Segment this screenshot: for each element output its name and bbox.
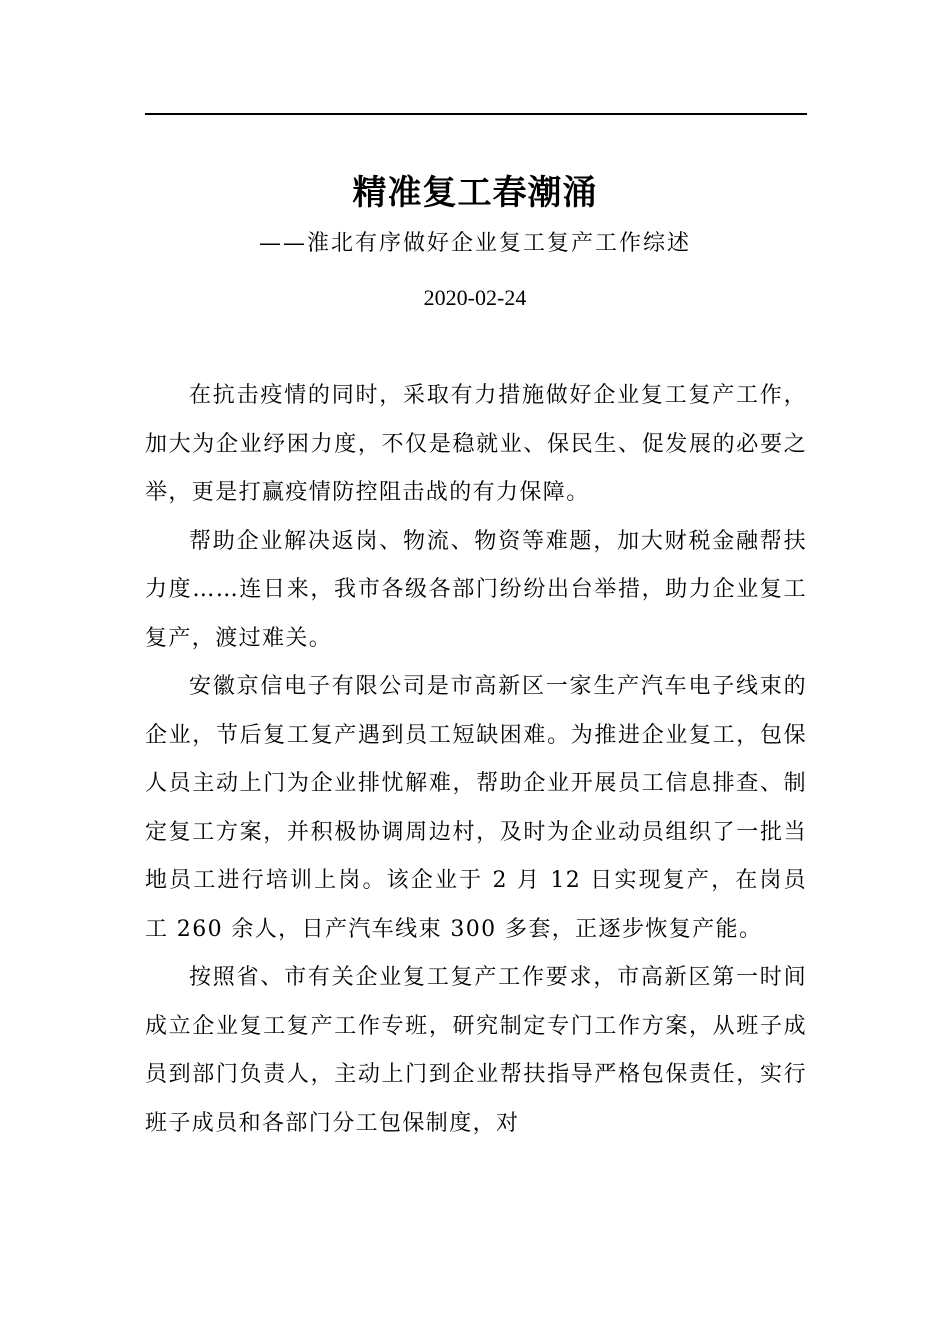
- header-rule: [145, 113, 807, 115]
- paragraph-4: 按照省、市有关企业复工复产工作要求，市高新区第一时间成立企业复工复产工作专班，研究制定专门工作方案，从班子成员到部门负责人，主动上门到企业帮扶指导严格包保责任，实行班子成员和各部门分工包保制度，对: [145, 965, 807, 1136]
- article-date: 2020-02-24: [423, 285, 527, 310]
- article-title: 精准复工春潮涌: [352, 173, 598, 213]
- article-body: [145, 372, 807, 1148]
- article-subtitle: ——淮北有序做好企业复工复产工作综述: [258, 231, 691, 256]
- paragraph-2: 帮助企业解决返岗、物流、物资等难题，加大财税金融帮扶力度……连日来，我市各级各部门纷纷出台举措，助力企业复工复产，渡过难关。: [145, 528, 807, 651]
- paragraph-3: 安徽京信电子有限公司是市高新区一家生产汽车电子线束的企业，节后复工复产遇到员工短缺困难。为推进企业复工，包保人员主动上门为企业排忧解难，帮助企业开展员工信息排查、制定复工方案，并积极协调周边村，及时为企业动员组织了一批当地员工进行培训上岗。该企业于 2 月 12 日实现复产，在岗员工 260 余人，日产汽车线束 300 多套，正逐步恢复产能。: [145, 674, 807, 942]
- paragraph-1: 在抗击疫情的同时，采取有力措施做好企业复工复产工作，加大为企业纾困力度，不仅是稳就业、保民生、促发展的必要之举，更是打赢疫情防控阻击战的有力保障。: [145, 383, 807, 505]
